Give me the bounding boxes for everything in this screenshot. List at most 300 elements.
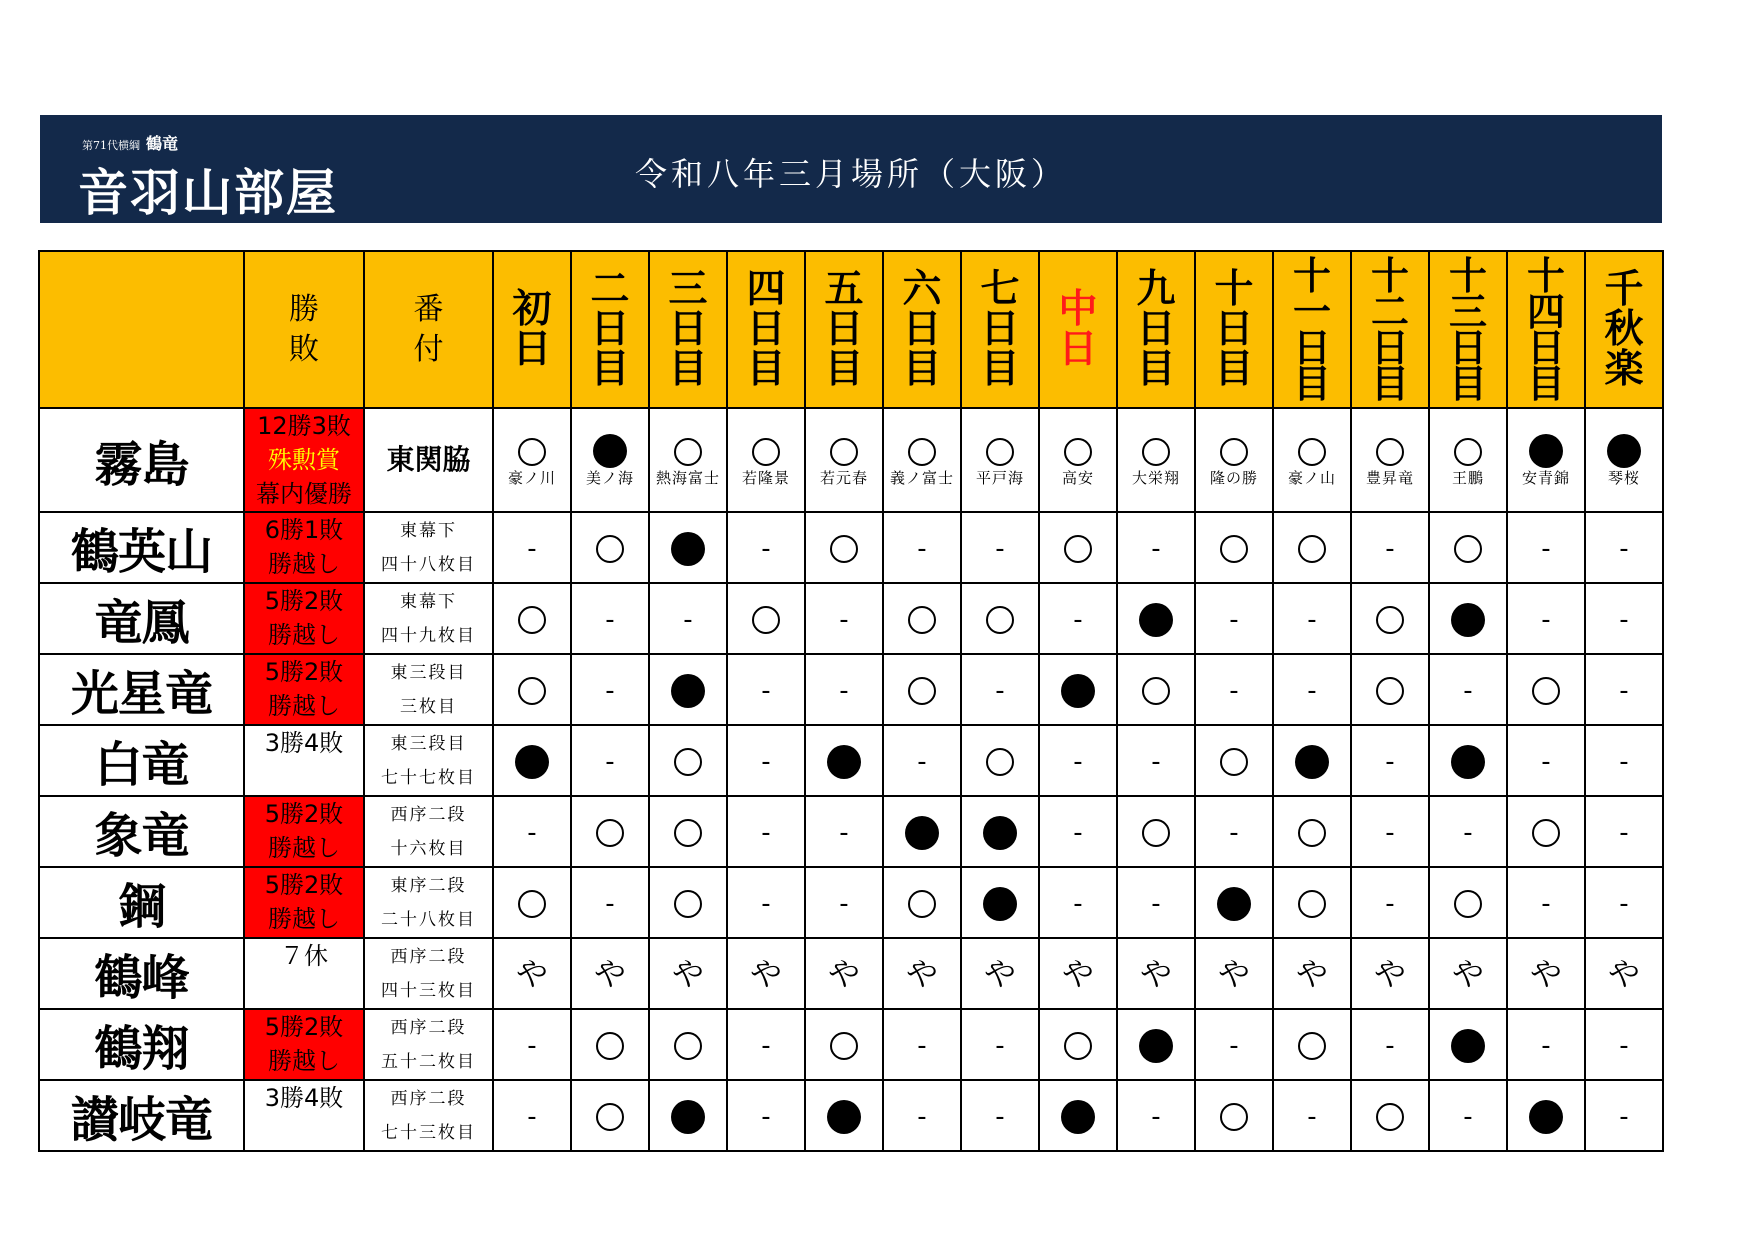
result-day-3 xyxy=(649,654,727,725)
win-mark xyxy=(1298,819,1326,847)
result-day-10 xyxy=(1195,725,1273,796)
result-day-12 xyxy=(1351,1080,1429,1151)
no-bout-mark: - xyxy=(1463,1102,1473,1132)
day-header-14: 十 四 日 目 xyxy=(1507,251,1585,408)
result-day-10 xyxy=(1195,938,1273,1009)
no-bout-mark: - xyxy=(1073,605,1083,635)
win-mark xyxy=(518,890,546,918)
no-bout-mark: - xyxy=(761,747,771,777)
result-day-6 xyxy=(883,1080,961,1151)
wrestler-name: 讃岐竜 xyxy=(39,1080,244,1151)
absence-mark: や xyxy=(515,954,548,993)
results-table xyxy=(38,250,1664,1152)
record-cell: 6勝1敗 勝越し xyxy=(244,512,364,583)
no-bout-mark: - xyxy=(917,1102,927,1132)
win-mark xyxy=(1298,890,1326,918)
result-day-11 xyxy=(1273,796,1351,867)
result-day-4 xyxy=(727,725,805,796)
result-day-7 xyxy=(961,583,1039,654)
result-day-11 xyxy=(1273,1080,1351,1151)
no-bout-mark: - xyxy=(1229,818,1239,848)
win-mark xyxy=(1376,438,1404,466)
wrestler-name: 霧島 xyxy=(39,408,244,512)
win-mark xyxy=(518,677,546,705)
win-mark xyxy=(1220,748,1248,776)
result-day-3 xyxy=(649,867,727,938)
absence-mark: や xyxy=(593,954,626,993)
result-day-4 xyxy=(727,796,805,867)
loss-mark xyxy=(1451,1029,1485,1063)
result-day-5 xyxy=(805,512,883,583)
win-mark xyxy=(1376,677,1404,705)
result-day-7 xyxy=(961,725,1039,796)
loss-mark xyxy=(1061,674,1095,708)
day-header-11: 十 一 日 目 xyxy=(1273,251,1351,408)
result-day-11 xyxy=(1273,512,1351,583)
result-day-3 xyxy=(649,725,727,796)
result-day-8 xyxy=(1039,1080,1117,1151)
rank-header: 番 付 xyxy=(364,251,493,408)
opponent-name: 琴桜 xyxy=(1607,469,1640,488)
record-note: 勝越し xyxy=(268,550,340,578)
no-bout-mark: - xyxy=(839,818,849,848)
no-bout-mark: - xyxy=(839,889,849,919)
no-bout-mark: - xyxy=(1151,534,1161,564)
win-mark xyxy=(596,1032,624,1060)
day-header-8: 中 日 xyxy=(1039,251,1117,408)
wrestler-row xyxy=(39,867,1663,938)
wrestler-name: 光星竜 xyxy=(39,654,244,725)
no-bout-mark: - xyxy=(917,747,927,777)
result-day-3 xyxy=(649,583,727,654)
result-day-7 xyxy=(961,408,1039,512)
no-bout-mark: - xyxy=(527,534,537,564)
win-mark xyxy=(596,535,624,563)
win-mark xyxy=(986,606,1014,634)
record-cell: 12勝3敗 殊勲賞 幕内優勝 xyxy=(244,408,364,512)
result-day-12 xyxy=(1351,938,1429,1009)
result-day-9 xyxy=(1117,512,1195,583)
result-day-9 xyxy=(1117,867,1195,938)
result-day-5 xyxy=(805,1009,883,1080)
win-mark xyxy=(1454,535,1482,563)
no-bout-mark: - xyxy=(761,1031,771,1061)
no-bout-mark: - xyxy=(839,605,849,635)
loss-mark xyxy=(1139,1029,1173,1063)
loss-mark xyxy=(1451,745,1485,779)
no-bout-mark: - xyxy=(1307,605,1317,635)
no-bout-mark: - xyxy=(761,534,771,564)
day-header-5: 五 日 目 xyxy=(805,251,883,408)
record-cell: 5勝2敗 勝越し xyxy=(244,1009,364,1080)
win-mark xyxy=(518,438,546,466)
rank-cell: 東三段目 七十七枚目 xyxy=(364,725,493,796)
result-day-8 xyxy=(1039,796,1117,867)
result-day-1 xyxy=(493,408,571,512)
no-bout-mark: - xyxy=(1619,747,1629,777)
record-cell: 5勝2敗 勝越し xyxy=(244,654,364,725)
win-mark xyxy=(1142,819,1170,847)
no-bout-mark: - xyxy=(761,676,771,706)
header-banner xyxy=(40,115,1662,223)
win-mark xyxy=(1376,606,1404,634)
result-day-8 xyxy=(1039,654,1117,725)
loss-mark xyxy=(983,887,1017,921)
no-bout-mark: - xyxy=(1073,818,1083,848)
win-mark xyxy=(1532,677,1560,705)
result-day-12 xyxy=(1351,867,1429,938)
result-day-10 xyxy=(1195,408,1273,512)
opponent-name: 若隆景 xyxy=(741,469,790,487)
no-bout-mark: - xyxy=(1619,818,1629,848)
absence-mark: や xyxy=(827,954,860,993)
result-day-15 xyxy=(1585,796,1663,867)
win-mark xyxy=(830,535,858,563)
win-mark xyxy=(908,890,936,918)
loss-mark xyxy=(983,816,1017,850)
result-day-1 xyxy=(493,867,571,938)
no-bout-mark: - xyxy=(1619,605,1629,635)
loss-mark xyxy=(1295,745,1329,779)
day-header-4: 四 日 目 xyxy=(727,251,805,408)
result-day-13 xyxy=(1429,408,1507,512)
win-mark xyxy=(830,438,858,466)
award-text: 殊勲賞 xyxy=(268,446,340,474)
result-day-4 xyxy=(727,408,805,512)
result-day-4 xyxy=(727,1009,805,1080)
win-mark xyxy=(674,890,702,918)
result-day-9 xyxy=(1117,938,1195,1009)
record-note: 幕内優勝 xyxy=(256,480,352,508)
result-day-9 xyxy=(1117,796,1195,867)
result-day-11 xyxy=(1273,654,1351,725)
win-mark xyxy=(674,819,702,847)
day-header-12: 十 二 日 目 xyxy=(1351,251,1429,408)
no-bout-mark: - xyxy=(761,1102,771,1132)
win-mark xyxy=(1298,438,1326,466)
no-bout-mark: - xyxy=(839,676,849,706)
wrestler-row xyxy=(39,725,1663,796)
result-day-12 xyxy=(1351,654,1429,725)
result-day-15 xyxy=(1585,512,1663,583)
win-mark xyxy=(1376,1103,1404,1131)
no-bout-mark: - xyxy=(527,1102,537,1132)
result-day-1 xyxy=(493,938,571,1009)
win-mark xyxy=(1532,819,1560,847)
result-day-11 xyxy=(1273,583,1351,654)
no-bout-mark: - xyxy=(1385,889,1395,919)
result-day-12 xyxy=(1351,583,1429,654)
result-day-5 xyxy=(805,725,883,796)
wrestler-row xyxy=(39,512,1663,583)
result-day-7 xyxy=(961,654,1039,725)
result-day-12 xyxy=(1351,408,1429,512)
record-note: 勝越し xyxy=(268,621,340,649)
rank-cell: 西序二段 五十二枚目 xyxy=(364,1009,493,1080)
absence-mark: や xyxy=(983,954,1016,993)
day-header-3: 三 日 目 xyxy=(649,251,727,408)
no-bout-mark: - xyxy=(1541,747,1551,777)
result-day-13 xyxy=(1429,583,1507,654)
result-day-7 xyxy=(961,512,1039,583)
record-note: 勝越し xyxy=(268,1047,340,1075)
win-mark xyxy=(1064,535,1092,563)
win-mark xyxy=(1142,438,1170,466)
rank-cell: 東幕下 四十九枚目 xyxy=(364,583,493,654)
rank-cell: 東関脇 xyxy=(364,408,493,512)
result-day-15 xyxy=(1585,654,1663,725)
result-day-5 xyxy=(805,583,883,654)
brand-rank-text: 第71代横綱 xyxy=(82,139,140,152)
opponent-name: 隆の勝 xyxy=(1209,469,1258,487)
record-cell: 5勝2敗 勝越し xyxy=(244,796,364,867)
result-day-9 xyxy=(1117,1080,1195,1151)
absence-mark: や xyxy=(749,954,782,993)
result-day-8 xyxy=(1039,512,1117,583)
result-day-2 xyxy=(571,796,649,867)
result-day-2 xyxy=(571,408,649,512)
result-day-14 xyxy=(1507,583,1585,654)
result-day-1 xyxy=(493,654,571,725)
no-bout-mark: - xyxy=(1541,534,1551,564)
result-day-12 xyxy=(1351,725,1429,796)
result-day-7 xyxy=(961,938,1039,1009)
loss-mark xyxy=(671,1100,705,1134)
result-day-2 xyxy=(571,867,649,938)
win-mark xyxy=(1220,1103,1248,1131)
wrestler-row xyxy=(39,1009,1663,1080)
loss-mark xyxy=(905,816,939,850)
rank-cell: 西序二段 十六枚目 xyxy=(364,796,493,867)
result-day-11 xyxy=(1273,408,1351,512)
result-day-8 xyxy=(1039,1009,1117,1080)
result-day-13 xyxy=(1429,938,1507,1009)
opponent-name: 豪ノ川 xyxy=(507,469,556,487)
wrestler-name: 鶴峰 xyxy=(39,938,244,1009)
stable-logo: 音羽山部屋 xyxy=(78,163,338,222)
opponent-name: 大栄翔 xyxy=(1131,469,1180,487)
wrestler-name: 鶴英山 xyxy=(39,512,244,583)
result-day-3 xyxy=(649,1080,727,1151)
header-row xyxy=(39,251,1663,408)
record-cell: ７休 xyxy=(244,938,364,1009)
absence-mark: や xyxy=(1217,954,1250,993)
opponent-name: 豪ノ山 xyxy=(1287,469,1336,487)
absence-mark: や xyxy=(1451,954,1484,993)
result-day-5 xyxy=(805,408,883,512)
result-day-6 xyxy=(883,408,961,512)
day-header-13: 十 三 日 目 xyxy=(1429,251,1507,408)
result-day-14 xyxy=(1507,408,1585,512)
loss-mark xyxy=(593,434,627,468)
win-mark xyxy=(752,606,780,634)
result-day-5 xyxy=(805,1080,883,1151)
win-mark xyxy=(596,819,624,847)
result-day-2 xyxy=(571,1009,649,1080)
loss-mark xyxy=(1529,434,1563,468)
wrestler-name: 鋼 xyxy=(39,867,244,938)
win-mark xyxy=(1298,1032,1326,1060)
result-day-4 xyxy=(727,1080,805,1151)
tournament-title: 令和八年三月場所（大阪） xyxy=(634,155,1067,193)
no-bout-mark: - xyxy=(917,1031,927,1061)
rank-cell: 東序二段 二十八枚目 xyxy=(364,867,493,938)
loss-mark xyxy=(671,674,705,708)
record-cell: 3勝4敗 xyxy=(244,725,364,796)
opponent-name: 若元春 xyxy=(819,469,868,487)
no-bout-mark: - xyxy=(1151,747,1161,777)
no-bout-mark: - xyxy=(1619,1102,1629,1132)
no-bout-mark: - xyxy=(605,676,615,706)
result-day-14 xyxy=(1507,512,1585,583)
result-day-6 xyxy=(883,654,961,725)
loss-mark xyxy=(671,532,705,566)
loss-mark xyxy=(1061,1100,1095,1134)
result-day-15 xyxy=(1585,583,1663,654)
absence-mark: や xyxy=(1061,954,1094,993)
result-day-14 xyxy=(1507,796,1585,867)
record-cell: 3勝4敗 xyxy=(244,1080,364,1151)
result-day-1 xyxy=(493,725,571,796)
no-bout-mark: - xyxy=(1229,676,1239,706)
day-header-1: 初 日 xyxy=(493,251,571,408)
opponent-name: 王鵬 xyxy=(1451,469,1484,487)
win-mark xyxy=(1298,535,1326,563)
loss-mark xyxy=(1139,603,1173,637)
result-day-14 xyxy=(1507,938,1585,1009)
result-day-3 xyxy=(649,796,727,867)
absence-mark: や xyxy=(1295,954,1328,993)
no-bout-mark: - xyxy=(995,1031,1005,1061)
loss-mark xyxy=(1529,1100,1563,1134)
result-day-7 xyxy=(961,796,1039,867)
win-mark xyxy=(674,1032,702,1060)
loss-mark xyxy=(515,745,549,779)
no-bout-mark: - xyxy=(917,534,927,564)
no-bout-mark: - xyxy=(1151,889,1161,919)
no-bout-mark: - xyxy=(995,676,1005,706)
day-header-2: 二 日 目 xyxy=(571,251,649,408)
win-mark xyxy=(830,1032,858,1060)
result-day-8 xyxy=(1039,938,1117,1009)
no-bout-mark: - xyxy=(1619,889,1629,919)
opponent-name: 熱海富士 xyxy=(655,469,720,487)
no-bout-mark: - xyxy=(995,1102,1005,1132)
result-day-6 xyxy=(883,867,961,938)
opponent-name: 義ノ富士 xyxy=(889,469,954,487)
win-mark xyxy=(596,1103,624,1131)
win-mark xyxy=(1454,890,1482,918)
no-bout-mark: - xyxy=(1385,747,1395,777)
no-bout-mark: - xyxy=(1229,1031,1239,1061)
win-mark xyxy=(908,677,936,705)
result-day-7 xyxy=(961,867,1039,938)
result-day-5 xyxy=(805,654,883,725)
wrestler-row xyxy=(39,938,1663,1009)
result-day-7 xyxy=(961,1009,1039,1080)
result-day-10 xyxy=(1195,512,1273,583)
no-bout-mark: - xyxy=(605,605,615,635)
result-day-14 xyxy=(1507,1080,1585,1151)
absence-mark: や xyxy=(905,954,938,993)
absence-mark: や xyxy=(1607,954,1640,993)
day-header-9: 九 日 目 xyxy=(1117,251,1195,408)
result-day-4 xyxy=(727,583,805,654)
wrestler-name: 鶴翔 xyxy=(39,1009,244,1080)
no-bout-mark: - xyxy=(1619,534,1629,564)
no-bout-mark: - xyxy=(527,1031,537,1061)
result-day-3 xyxy=(649,512,727,583)
win-mark xyxy=(986,438,1014,466)
result-day-5 xyxy=(805,796,883,867)
wrestler-row xyxy=(39,1080,1663,1151)
rank-cell: 西序二段 七十三枚目 xyxy=(364,1080,493,1151)
loss-mark xyxy=(1607,434,1641,468)
win-mark xyxy=(908,438,936,466)
result-day-8 xyxy=(1039,408,1117,512)
result-day-15 xyxy=(1585,408,1663,512)
result-day-10 xyxy=(1195,654,1273,725)
no-bout-mark: - xyxy=(1307,1102,1317,1132)
win-mark xyxy=(1064,1032,1092,1060)
wrestler-name: 白竜 xyxy=(39,725,244,796)
result-day-8 xyxy=(1039,867,1117,938)
no-bout-mark: - xyxy=(527,818,537,848)
result-day-13 xyxy=(1429,796,1507,867)
win-mark xyxy=(1220,438,1248,466)
loss-mark xyxy=(827,745,861,779)
result-day-11 xyxy=(1273,938,1351,1009)
opponent-name: 美ノ海 xyxy=(585,469,634,488)
result-day-3 xyxy=(649,938,727,1009)
result-day-12 xyxy=(1351,1009,1429,1080)
no-bout-mark: - xyxy=(1463,676,1473,706)
win-mark xyxy=(1220,535,1248,563)
rank-cell: 西序二段 四十三枚目 xyxy=(364,938,493,1009)
loss-mark xyxy=(1451,603,1485,637)
result-day-14 xyxy=(1507,654,1585,725)
result-day-4 xyxy=(727,867,805,938)
result-day-2 xyxy=(571,583,649,654)
result-day-1 xyxy=(493,512,571,583)
wrestler-row xyxy=(39,583,1663,654)
no-bout-mark: - xyxy=(605,889,615,919)
result-day-2 xyxy=(571,1080,649,1151)
result-day-11 xyxy=(1273,725,1351,796)
record-note: 勝越し xyxy=(268,692,340,720)
result-day-14 xyxy=(1507,1009,1585,1080)
record-header: 勝 敗 xyxy=(244,251,364,408)
wrestler-row xyxy=(39,654,1663,725)
rank-cell: 東三段目 三枚目 xyxy=(364,654,493,725)
result-day-10 xyxy=(1195,1080,1273,1151)
record-cell: 5勝2敗 勝越し xyxy=(244,867,364,938)
result-day-14 xyxy=(1507,867,1585,938)
loss-mark xyxy=(1217,887,1251,921)
no-bout-mark: - xyxy=(1385,818,1395,848)
day-header-6: 六 日 目 xyxy=(883,251,961,408)
result-day-13 xyxy=(1429,867,1507,938)
result-day-1 xyxy=(493,583,571,654)
no-bout-mark: - xyxy=(1385,534,1395,564)
result-day-1 xyxy=(493,1009,571,1080)
no-bout-mark: - xyxy=(605,747,615,777)
result-day-4 xyxy=(727,654,805,725)
wrestler-name: 象竜 xyxy=(39,796,244,867)
result-day-3 xyxy=(649,408,727,512)
win-mark xyxy=(752,438,780,466)
no-bout-mark: - xyxy=(1307,676,1317,706)
